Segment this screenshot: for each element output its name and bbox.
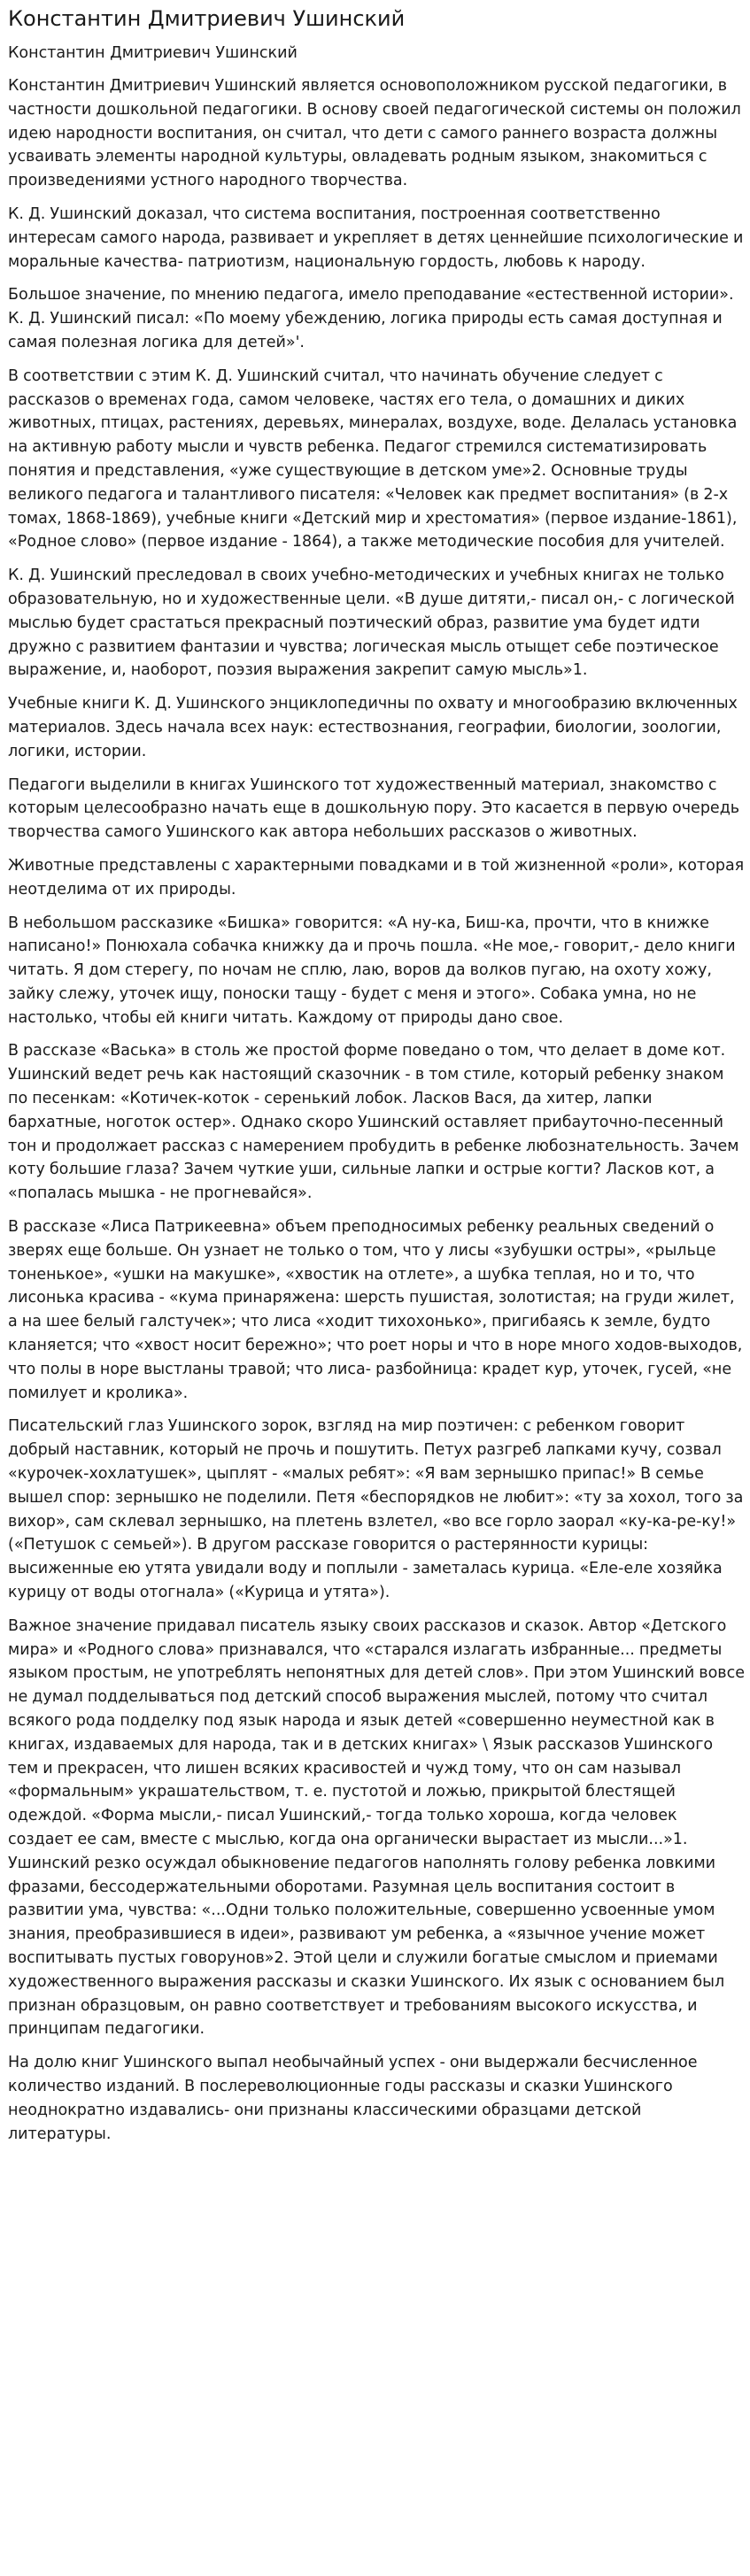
page-title: Константин Дмитриевич Ушинский: [8, 6, 406, 31]
article-body: [8, 74, 746, 2146]
paragraph-2: К. Д. Ушинский доказал, что система воспитания, построенная соответственно интересам самого народа, развивает и укрепляет в детях ценнейшие психологические и моральные качества- патриотизм, национальную гордость, любовь к народу.: [8, 204, 744, 271]
paragraph-3: Большое значение, по мнению педагога, имело преподавание «естественной истории». К. Д. Ушинский писал: «По моему убеждению, логика природы есть самая доступная и самая полезная логика для детей»'.: [8, 286, 734, 351]
paragraph-5: К. Д. Ушинский преследовал в своих учебно-методических и учебных книгах не только образовательную, но и художественные цели. «В душе дитяти,- писал он,- с логической мыслью будет срастаться прекрасный поэтический образ, развитие ума будет идти дружно с развитием фантазии и чувства; логическая мысль отыщет себе поэтическое выражение, и, наоборот, поэзия выражения закрепит самую мысль»1.: [8, 567, 735, 680]
paragraph-13: Важное значение придавал писатель языку своих рассказов и сказок. Автор «Детского мира» и «Родного слова» признавался, что «старался излагать избранные... предметы языком простым, не употреблять непонятных для детей слов». При этом Ушинский вовсе не думал подделываться под детский способ выражения мыслей, потому что считал всякого рода подделку под язык народа и язык детей «совершенно неуместной как в книгах, издаваемых для народа, так и в детских книгах» \ Язык рассказов Ушинского тем и прекрасен, что лишен всяких красивостей и чужд тому, что он сам называл «формальным» украшательством, т. е. пустотой и ложью, прикрытой блестящей одеждой. «Форма мысли,- писал Ушинский,- тогда только хороша, когда человек создает ее сам, вместе с мыслью, когда она органически вырастает из мысли...»1. Ушинский резко осуждал обыкновение педагогов наполнять голову ребенка ловкими фразами, бессодержательными оборотами. Разумная цель воспитания состоит в развитии ума, чувства: «...Одни только положительные, совершенно усвоенные умом знания, преобразившиеся в идеи», развивают ум ребенка, а «язычное учение может воспитывать пустых говорунов»2. Этой цели и служили богатые смыслом и приемами художественного выражения рассказы и сказки Ушинского. Их язык с основанием был признан образцовым, он равно соответствует и требованиям высокого искусства, и принципам педагогики.: [8, 1616, 746, 2039]
paragraph-14: На долю книг Ушинского выпал необычайный успех - они выдержали бесчисленное количество изданий. В послереволюционные годы рассказы и сказки Ушинского неоднократно издавались- они признаны классическими образцами детской литературы.: [8, 2054, 698, 2143]
paragraph-4: В соответствии с этим К. Д. Ушинский считал, что начинать обучение следует с рассказов о временах года, самом человеке, частях его тела, о домашних и диких животных, птицах, растениях, деревьях, минералах, воздухе, воде. Делалась установка на активную работу мысли и чувств ребенка. Педагог стремился систематизировать понятия и представления, «уже существующие в детском уме»2. Основные труды великого педагога и талантливого писателя: «Человек как предмет воспитания» (в 2-х томах, 1868-1869), учебные книги «Детский мир и хрестоматия» (первое издание-1861), «Родное слово» (первое издание - 1864), а также методические пособия для учителей.: [8, 366, 738, 551]
paragraph-11: В рассказе «Лиса Патрикеевна» объем преподносимых ребенку реальных сведений о зверях еще больше. Он узнает не только о том, что у лисы «зубушки остры», «рыльце тоненькое», «ушки на макушке», «хвостик на отлете», а шубка теплая, но и то, что лисонька красива - «кума принаряжена: шерсть пушистая, золотистая; на груди жилет, а на шее белый галстучек»; что лиса «ходит тихохонько», пригибаясь к земле, будто кланяется; что «хвост носит бережно»; что роет норы и что в норе много ходов-выходов, что полы в норе выстланы травой; что лиса- разбойница: крадет кур, уточек, гусей, «не помилует и кролика».: [8, 1218, 743, 1402]
paragraph-7: Педагоги выделили в книгах Ушинского тот художественный материал, знакомство с которым целесообразно начать еще в дошкольную пору. Это касается в первую очередь творчества самого Ушинского как автора небольших рассказов о животных.: [8, 775, 740, 842]
article-subtitle: Константин Дмитриевич Ушинский: [8, 44, 298, 62]
paragraph-8: Животные представлены с характерными повадками и в той жизненной «роли», которая неотделима от их природы.: [8, 856, 745, 899]
paragraph-1: Константин Дмитриевич Ушинский является основоположником русской педагогики, в частности дошкольной педагогики. В основу своей педагогической системы он положил идею народности воспитания, он считал, что дети с самого раннего возраста должны усваивать элементы народной культуры, овладевать родным языком, знакомиться с произведениями устного народного творчества.: [8, 77, 741, 190]
paragraph-12: Писательский глаз Ушинского зорок, взгляд на мир поэтичен: с ребенком говорит добрый наставник, который не прочь и пошутить. Петух разгреб лапками кучу, созвал «курочек-хохлатушек», цыплят - «малых ребят»: «Я вам зернышко припас!» В семье вышел спор: зернышко не поделили. Петя «беспорядков не любит»: «ту за хохол, того за вихор», сам склевал зернышко, на плетень взлетел, «во все горло заорал «ку-ка-ре-ку!» («Петушок с семьей»). В другом рассказе говорится о растерянности курицы: высиженные ею утята увидали воду и поплыли - заметалась курица. «Еле-еле хозяйка курицу от воды отогнала» («Курица и утята»).: [8, 1417, 744, 1602]
paragraph-10: В рассказе «Васька» в столь же простой форме поведано о том, что делает в доме кот. Ушинский ведет речь как настоящий сказочник - в том стиле, который ребенку знаком по песенкам: «Котичек-коток - серенький лобок. Ласков Вася, да хитер, лапки бархатные, ноготок остер». Однако скоро Ушинский оставляет прибауточно-песенный тон и продолжает рассказ с намерением пробудить в ребенке любознательность. Зачем коту большие глаза? Зачем чуткие уши, сильные лапки и острые когти? Ласков кот, а «попалась мышка - не прогневайся».: [8, 1042, 739, 1203]
paragraph-9: В небольшом рассказике «Бишка» говорится: «А ну-ка, Биш-ка, прочти, что в книжке написано!» Понюхала собачка книжку да и прочь пошла. «Не мое,- говорит,- дело книги читать. Я дом стерегу, по ночам не сплю, лаю, воров да волков пугаю, на охоту хожу, зайку слежу, уточек ищу, поноски тащу - будет с меня и этого». Собака умна, но не настолько, чтобы ей книги читать. Каждому от природы дано свое.: [8, 914, 736, 1027]
paragraph-6: Учебные книги К. Д. Ушинского энциклопедичны по охвату и многообразию включенных материалов. Здесь начала всех наук: естествознания, географии, биологии, зоологии, логики, истории.: [8, 695, 738, 760]
